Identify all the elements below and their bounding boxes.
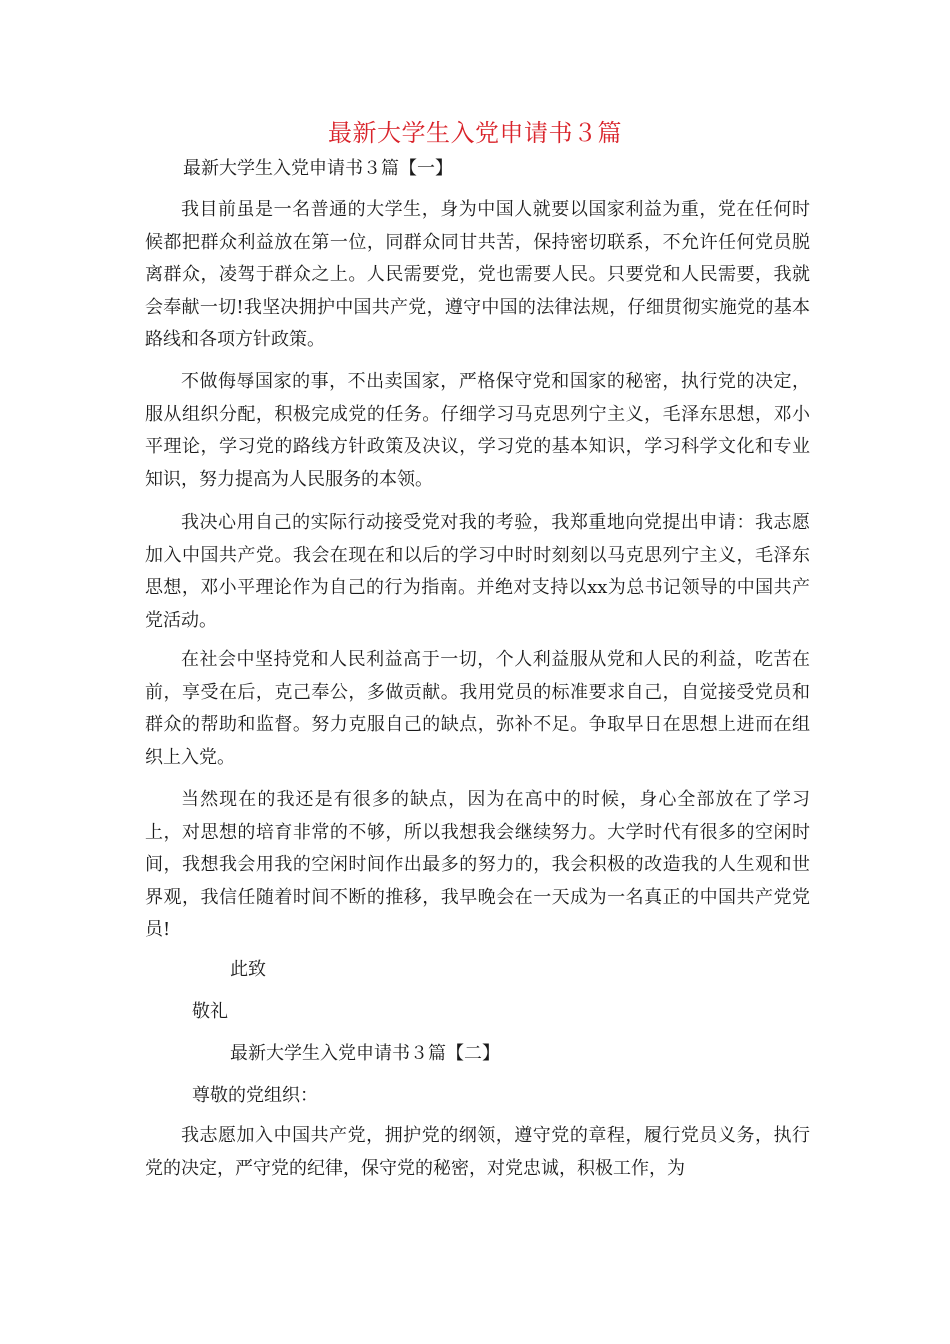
body-paragraph: 我目前虽是一名普通的大学生，身为中国人就要以国家利益为重，党在任何时候都把群众利益放在第一位，同群众同甘共苦，保持密切联系，不允许任何党员脱离群众，凌驾于群众之上。人民需要党，党也需要人民。只要党和人民需要，我就会奉献一切!我坚决拥护中国共产党，遵守中国的法律法规，仔细贯彻实施党的基本路线和各项方针政策。 [145,199,810,350]
section-heading-one: 最新大学生入党申请书３篇【一】 [183,158,453,179]
body-paragraph: 我志愿加入中国共产党，拥护党的纲领，遵守党的章程，履行党员义务，执行党的决定，严守党的纪律，保守党的秘密，对党忠诚，积极工作，为 [145,1125,810,1179]
body-paragraph: 当然现在的我还是有很多的缺点，因为在高中的时候，身心全部放在了学习上，对思想的培育非常的不够，所以我想我会继续努力。大学时代有很多的空闲时间，我想我会用我的空闲时间作出最多的努力的，我会积极的改造我的人生观和世界观，我信任随着时间不断的推移，我早晚会在一天成为一名真正的中国共产党党员! [145,789,810,940]
closing-line: 此致 [230,959,266,980]
body-paragraph: 在社会中坚持党和人民利益高于一切，个人利益服从党和人民的利益，吃苦在前，享受在后，克己奉公，多做贡献。我用党员的标准要求自己，自觉接受党员和群众的帮助和监督。努力克服自己的缺点，弥补不足。争取早日在思想上进而在组织上入党。 [145,649,810,768]
document-title: 最新大学生入党申请书３篇 [328,119,622,147]
closing-line: 敬礼 [192,1001,228,1022]
salutation: 尊敬的党组织： [192,1085,318,1106]
section-heading-two: 最新大学生入党申请书３篇【二】 [230,1043,500,1064]
body-paragraph: 不做侮辱国家的事，不出卖国家，严格保守党和国家的秘密，执行党的决定，服从组织分配，积极完成党的任务。仔细学习马克思列宁主义，毛泽东思想，邓小平理论，学习党的路线方针政策及决议，学习党的基本知识，学习科学文化和专业知识，努力提高为人民服务的本领。 [145,371,810,490]
body-paragraph: 我决心用自己的实际行动接受党对我的考验，我郑重地向党提出申请：我志愿加入中国共产党。我会在现在和以后的学习中时时刻刻以马克思列宁主义，毛泽东思想，邓小平理论作为自己的行为指南。并绝对支持以xx为总书记领导的中国共产党活动。 [145,512,810,631]
